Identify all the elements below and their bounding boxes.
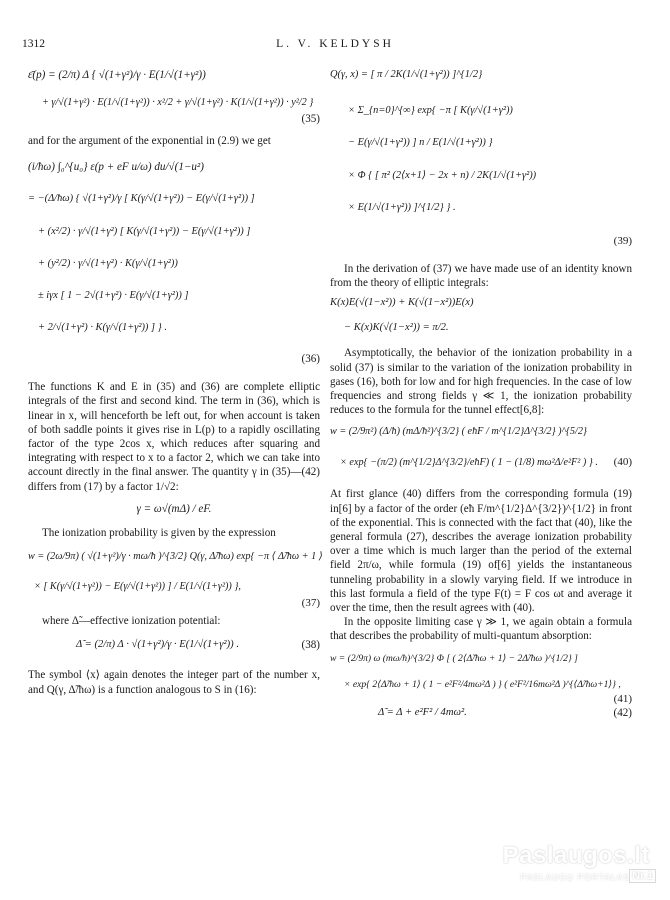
paragraph-elliptic-integrals: The functions K and E in (35) and (36) are complete elliptic integrals of the first and second kind. The term in (36), which is linear in x, will henceforth be left out, for when account is taken of both saddle points it gives rise in L(p) to a rapidly oscillating factor of the type 2cos x, which reduces after squaring and integrating with respect to x to a factor 2, which we can take into account directly in the final answer. The quantity γ in (35)—(42) differs from (17) by a factor 1/√2: <box>28 381 320 493</box>
text-before-eq36: and for the argument of the exponential in (2.9) we get <box>28 135 271 147</box>
equation-36-line-3: + (x²/2) · γ/√(1+γ²) [ K(γ/√(1+γ²)) − E(γ/√(1+γ²)) ] <box>38 225 251 237</box>
equation-42-text: Δ̃ = Δ + e²F² / 4mω². <box>378 706 467 718</box>
text-effective-potential: where Δ̃—effective ionization potential: <box>42 615 221 628</box>
equation-36-number: (36) <box>301 353 320 366</box>
equation-40-line-2: × exp{ −(π/2) (m^{1/2}Δ^{3/2}/eħF) ( 1 − (1/8) mω²Δ/e²F² ) } . <box>340 456 598 468</box>
equation-40 <box>330 421 632 483</box>
watermark-logo <box>502 836 656 888</box>
equation-identity-line-2: − K(x)K(√(1−x²)) = π/2. <box>344 321 449 333</box>
equation-38-number: (38) <box>301 639 320 652</box>
equation-39-line-5: × E(1/√(1+γ²)) ]^{1/2} } . <box>348 201 456 213</box>
equation-36-line-2: = −(Δ/ħω) { √(1+γ²)/γ [ K(γ/√(1+γ²)) − E(γ/√(1+γ²)) ] <box>28 193 255 205</box>
equation-38-text: Δ̃ = (2/π) Δ · √(1+γ²)/γ · E(1/√(1+γ²)) . <box>76 639 239 651</box>
equation-37 <box>28 544 323 610</box>
paragraph-symbol-x: The symbol ⟨x⟩ again denotes the integer part of the number x, and Q(γ, Δ̃/ħω) is a function analogous to S in (16): <box>28 669 320 696</box>
paragraph-opposite-case: In the opposite limiting case γ ≫ 1, we again obtain a formula that describes the probability of multi-quantum absorption: <box>330 616 632 643</box>
paragraph-asymptotic: Asymptotically, the behavior of the ionization probability in a solid (37) is similar to the variation of the ionization probability in gases (16), both for low and for high frequencies. In the case of low frequencies and strong fields γ ≪ 1, the ionization probability reduces to the formula for the tunnel effect[6,8]: <box>330 347 632 417</box>
equation-identity-line-1: K(x)E(√(1−x²)) + K(√(1−x²))E(x) <box>330 297 474 309</box>
equation-36-line-6: + 2/√(1+γ²) · K(γ/√(1+γ²)) ] } . <box>38 322 167 334</box>
equation-41-line-2: × exp{ 2⟨Δ̃/ħω + 1⟩ ( 1 − e²F²/4mω²Δ ) } ( e²F²/16mω²Δ )^{⟨Δ̃/ħω+1⟩} , <box>344 678 621 690</box>
equation-35-line-2: + γ/√(1+γ²) · E(1/√(1+γ²)) · x²/2 + γ/√(1+γ²) · K(1/√(1+γ²)) · y²/2 } <box>42 97 314 109</box>
equation-35-line-1: ε̄(p) = (2/π) Δ { √(1+γ²)/γ · E(1/√(1+γ²)) <box>28 69 206 81</box>
paragraph-ionization-probability: The ionization probability is given by the expression <box>42 527 276 540</box>
equation-40-line-1: w = (2/9π²) (Δ/ħ) (mΔ/ħ²)^{3/2} ( eħF / m^{1/2}Δ^{3/2} )^{5/2} <box>330 426 587 438</box>
equation-37-number: (37) <box>301 597 320 610</box>
running-head: L. V. KELDYSH <box>276 38 394 50</box>
equation-39-line-2: × Σ_{n=0}^{∞} exp{ −π [ K(γ/√(1+γ²)) <box>348 105 513 117</box>
equation-identity <box>330 296 632 340</box>
watermark-subtitle: PASLAUGŲ PORTALAS <box>520 872 630 882</box>
equation-39-number: (39) <box>613 235 632 247</box>
equation-39-line-1: Q(γ, x) = [ π / 2K(1/√(1+γ²)) ]^{1/2} <box>330 69 483 80</box>
equation-36-line-1: (i/ħω) ∫₀^{u₀} ε(p + eF u/ω) du/√(1−u²) <box>28 161 204 174</box>
equation-41-line-1: w = (2/9π) ω (mω/ħ)^{3/2} Φ [ ( 2⟨Δ̃/ħω + 1⟩ − 2Δ̃/ħω )^{1/2} ] <box>330 652 578 664</box>
equation-40-number: (40) <box>613 456 632 469</box>
equation-39 <box>330 62 632 256</box>
paragraph-derivation: In the derivation of (37) we have made use of an identity known from the theory of elliptic integrals: <box>330 263 632 290</box>
equation-35 <box>28 62 320 128</box>
equation-38 <box>28 632 320 662</box>
equation-36-line-4: + (y²/2) · γ/√(1+γ²) · K(γ/√(1+γ²)) <box>38 257 178 269</box>
equation-41 <box>330 648 632 706</box>
equation-42-number: (42) <box>613 706 632 719</box>
equation-36 <box>28 152 320 374</box>
paragraph-first-glance: At first glance (40) differs from the corresponding formula (19) in[6] by a factor of the order (eħ F/m^{1/2}Δ^{3/2})^{1/2} in front of the exponential. This is connected with the fact that (40), like the general formula (27), describes the average ionization probability over a time which is much larger than the period of the external field 2π/ω, while formula (19) of[6] yields the instantaneous tunneling probability in a slowly varying field. If we introduce in this last formula a field of the type F(t) = F cos ωt and average it over the time, then the result agrees with (40). <box>330 488 632 615</box>
equation-35-number: (35) <box>301 113 320 125</box>
equation-42 <box>330 706 632 724</box>
equation-39-line-3: − E(γ/√(1+γ²)) ] n / E(1/√(1+γ²)) } <box>348 137 493 149</box>
equation-37-line-2: × [ K(γ/√(1+γ²)) − E(γ/√(1+γ²)) ] / E(1/√(1+γ²)) }, <box>34 581 241 593</box>
left-column <box>28 62 323 697</box>
page-number: 1312 <box>22 38 45 50</box>
equation-41-number: (41) <box>613 692 632 705</box>
equation-37-line-1: w = (2ω/9π) ( √(1+γ²)/γ · mω/ħ )^{3/2} Q(γ, Δ̃/ħω) exp{ −π ⟨ Δ̃/ħω + 1 ⟩ <box>28 551 323 563</box>
equation-36-line-5: ± iγx [ 1 − 2√(1+γ²) · E(γ/√(1+γ²)) ] <box>38 290 189 302</box>
equation-gamma: γ = ω√(mΔ) / eF. <box>136 502 212 515</box>
watermark-brand: Paslaugos.lt <box>502 842 650 869</box>
equation-39-line-4: × Φ { [ π² (2⟨x+1⟩ − 2x + n) / 2K(1/√(1+γ²)) <box>348 169 537 181</box>
right-column <box>330 62 632 724</box>
watermark-badge: Nr.1 <box>629 869 656 883</box>
